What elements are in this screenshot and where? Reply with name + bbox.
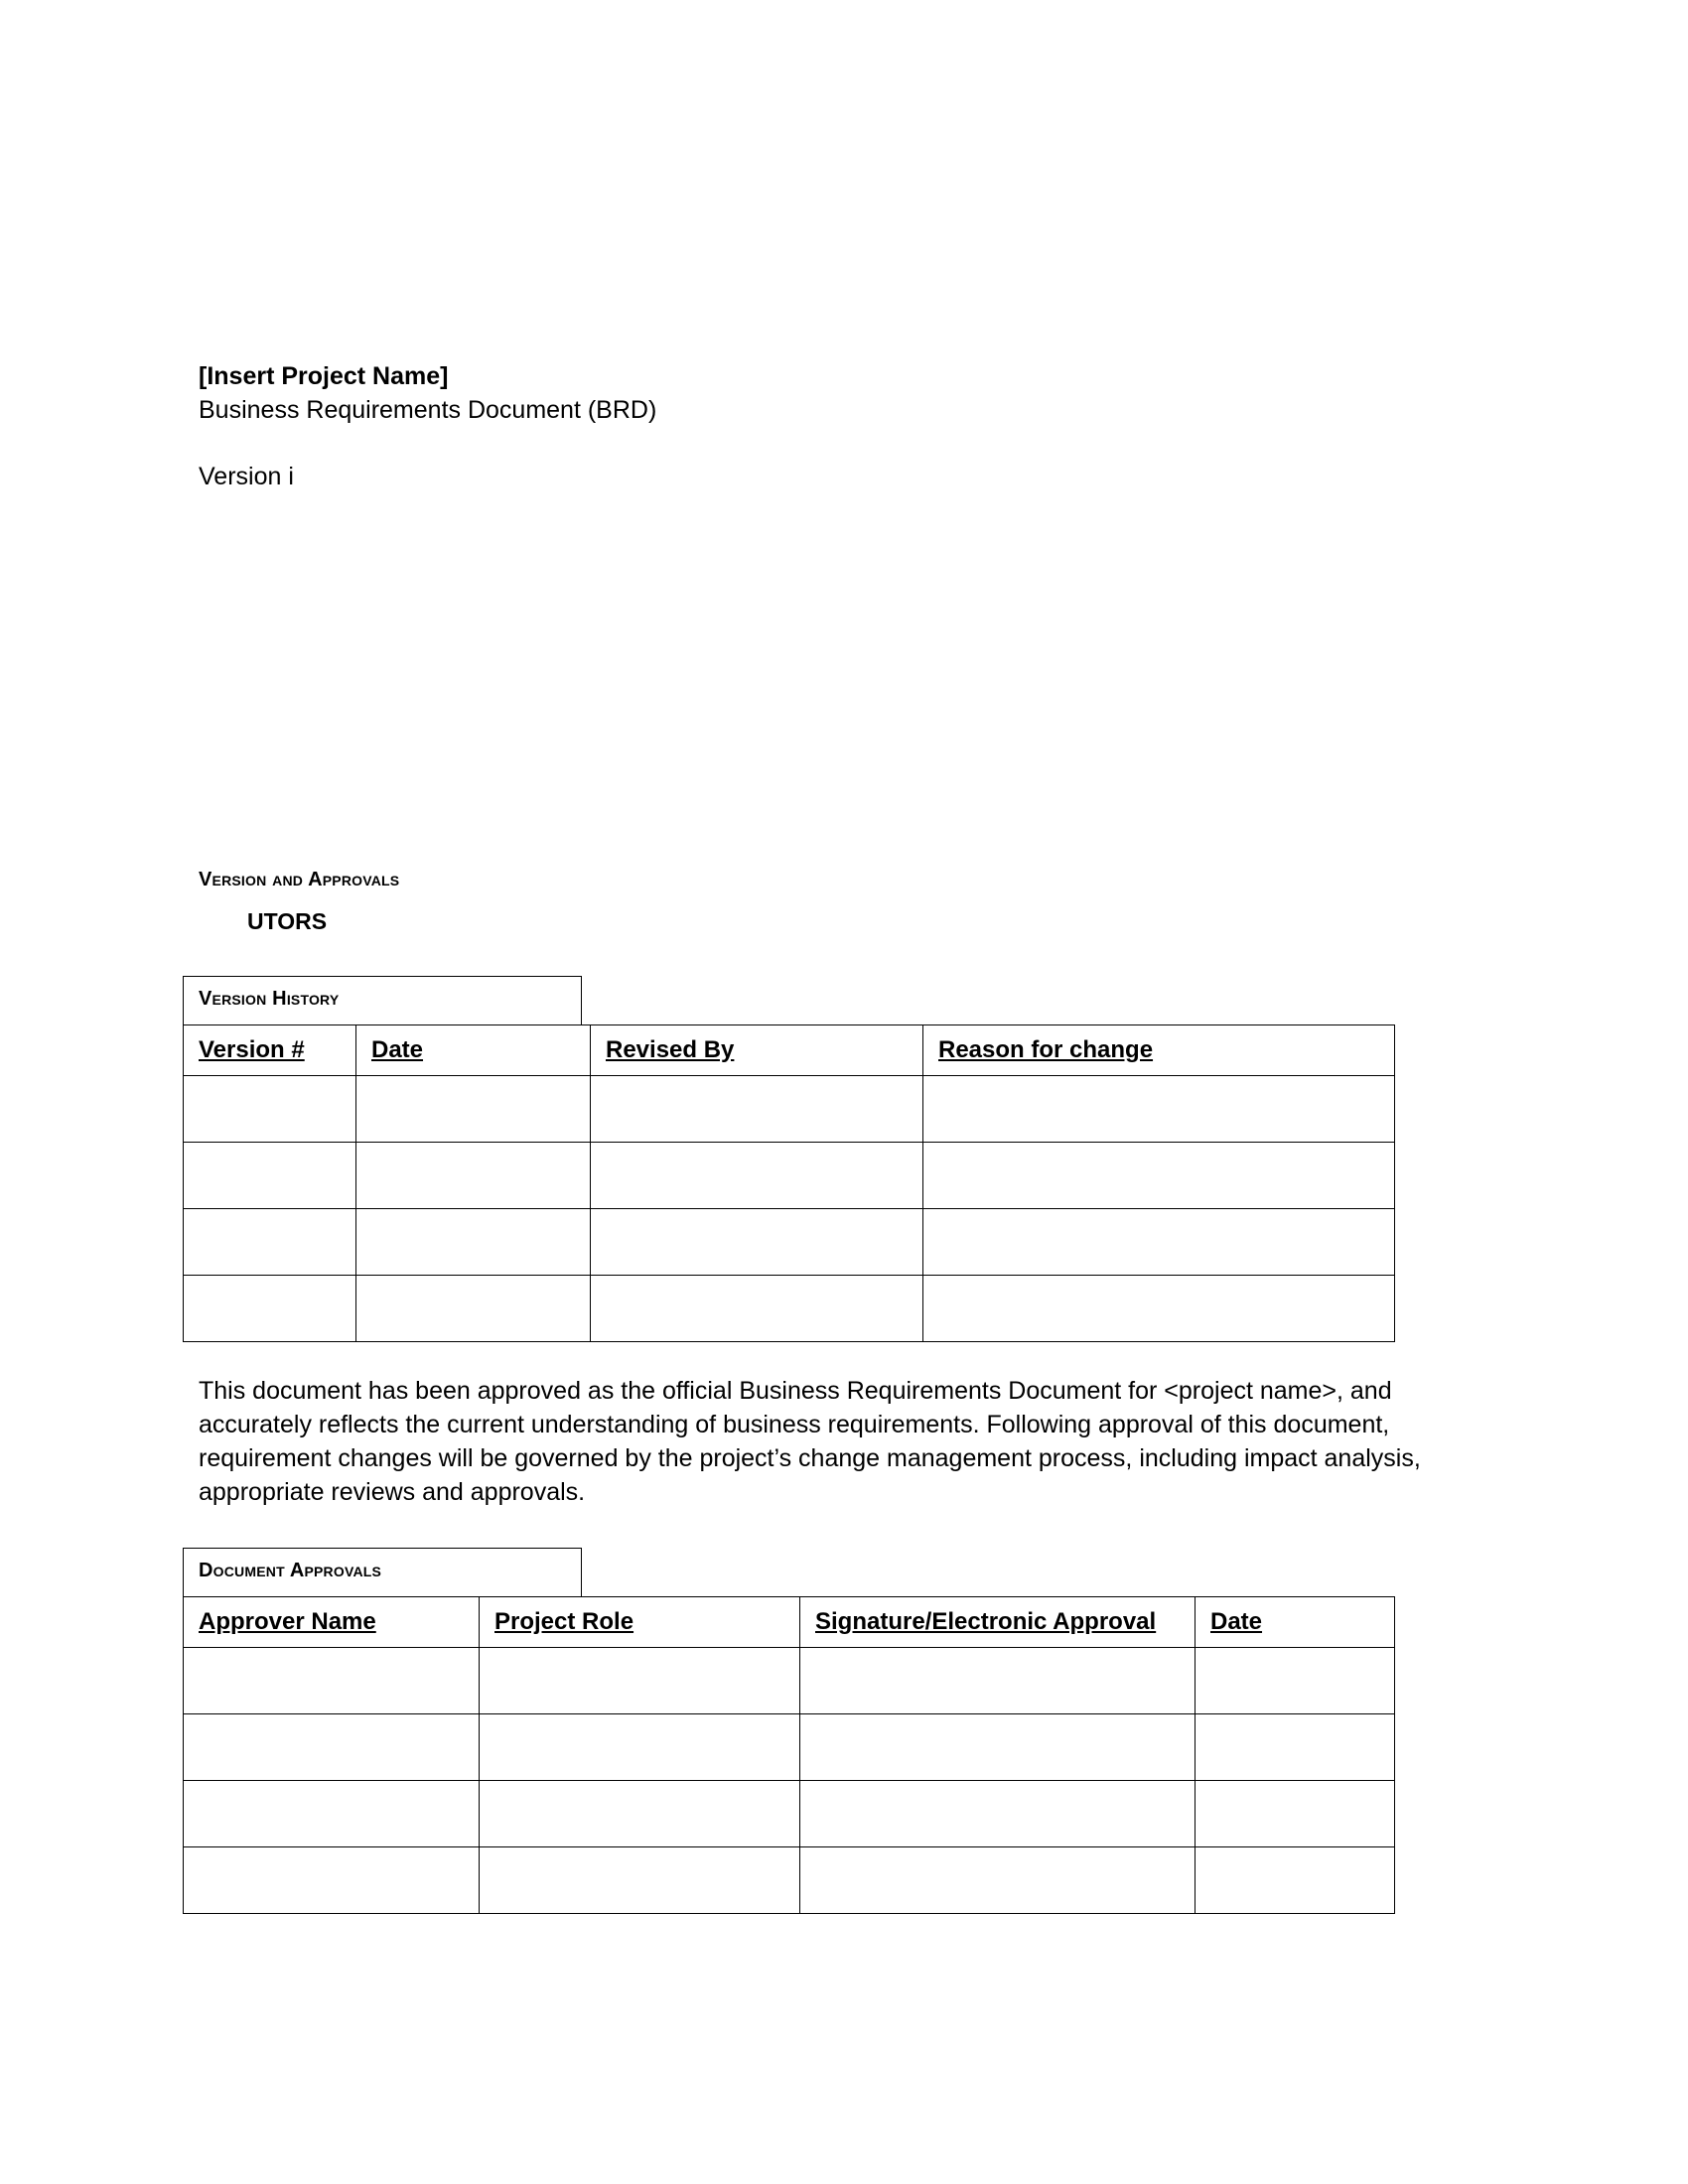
table-cell[interactable] bbox=[923, 1276, 1395, 1342]
table-cell[interactable] bbox=[356, 1276, 591, 1342]
table-cell[interactable] bbox=[591, 1076, 923, 1143]
table-cell[interactable] bbox=[800, 1781, 1196, 1847]
table-cell[interactable] bbox=[1196, 1847, 1395, 1914]
approval-statement-line: appropriate reviews and approvals. bbox=[199, 1478, 586, 1506]
table-row bbox=[184, 1209, 1395, 1276]
table-cell[interactable] bbox=[1196, 1648, 1395, 1714]
utors-subheading: UTORS bbox=[247, 908, 328, 934]
table-cell[interactable] bbox=[184, 1209, 356, 1276]
table-cell[interactable] bbox=[184, 1781, 480, 1847]
table-cell[interactable] bbox=[591, 1276, 923, 1342]
table-cell[interactable] bbox=[480, 1847, 800, 1914]
table-cell[interactable] bbox=[480, 1714, 800, 1781]
table-cell[interactable] bbox=[800, 1847, 1196, 1914]
document-approvals-caption-label: Document Approvals bbox=[199, 1560, 382, 1581]
table-cell[interactable] bbox=[184, 1714, 480, 1781]
table-cell[interactable] bbox=[356, 1076, 591, 1143]
document-approvals-table bbox=[183, 1596, 1395, 1914]
table-row bbox=[184, 1648, 1395, 1714]
table-row bbox=[184, 1143, 1395, 1209]
column-header-signature: Signature/Electronic Approval bbox=[800, 1597, 1196, 1648]
table-cell[interactable] bbox=[480, 1648, 800, 1714]
version-history-caption-label: Version History bbox=[199, 988, 340, 1010]
table-header-row bbox=[184, 1025, 1395, 1076]
column-header-date: Date bbox=[356, 1025, 591, 1076]
approval-statement bbox=[199, 1374, 1489, 1509]
column-header-version: Version # bbox=[184, 1025, 356, 1076]
table-cell[interactable] bbox=[184, 1847, 480, 1914]
table-row bbox=[184, 1781, 1395, 1847]
table-cell[interactable] bbox=[480, 1781, 800, 1847]
project-name: [Insert Project Name] bbox=[199, 362, 449, 390]
table-cell[interactable] bbox=[356, 1209, 591, 1276]
table-cell[interactable] bbox=[923, 1143, 1395, 1209]
table-row bbox=[184, 1714, 1395, 1781]
table-cell[interactable] bbox=[356, 1143, 591, 1209]
approval-statement-line: accurately reflects the current understanding of business requirements. Following approval of this document, bbox=[199, 1411, 1390, 1438]
column-header-revised-by: Revised By bbox=[591, 1025, 923, 1076]
document-approvals-caption bbox=[183, 1548, 582, 1597]
version-history-table bbox=[183, 1024, 1395, 1342]
column-header-reason-for-change: Reason for change bbox=[923, 1025, 1395, 1076]
table-cell[interactable] bbox=[923, 1076, 1395, 1143]
table-cell[interactable] bbox=[923, 1209, 1395, 1276]
table-cell[interactable] bbox=[184, 1076, 356, 1143]
table-header-row bbox=[184, 1597, 1395, 1648]
approval-statement-line: This document has been approved as the official Business Requirements Document for <project name>, and bbox=[199, 1377, 1392, 1405]
table-row bbox=[184, 1276, 1395, 1342]
table-cell[interactable] bbox=[1196, 1714, 1395, 1781]
table-cell[interactable] bbox=[800, 1648, 1196, 1714]
table-cell[interactable] bbox=[591, 1209, 923, 1276]
column-header-date: Date bbox=[1196, 1597, 1395, 1648]
version-and-approvals-heading: Version and Approvals bbox=[199, 869, 400, 890]
table-cell[interactable] bbox=[1196, 1781, 1395, 1847]
column-header-approver-name: Approver Name bbox=[184, 1597, 480, 1648]
version-history-caption bbox=[183, 976, 582, 1025]
table-row bbox=[184, 1076, 1395, 1143]
approval-statement-line: requirement changes will be governed by the project’s change management process, including impact analysis, bbox=[199, 1444, 1421, 1472]
version-label: Version i bbox=[199, 463, 294, 490]
table-cell[interactable] bbox=[184, 1143, 356, 1209]
column-header-project-role: Project Role bbox=[480, 1597, 800, 1648]
table-cell[interactable] bbox=[184, 1648, 480, 1714]
table-cell[interactable] bbox=[591, 1143, 923, 1209]
table-cell[interactable] bbox=[184, 1276, 356, 1342]
document-title: Business Requirements Document (BRD) bbox=[199, 396, 657, 424]
table-cell[interactable] bbox=[800, 1714, 1196, 1781]
table-row bbox=[184, 1847, 1395, 1914]
